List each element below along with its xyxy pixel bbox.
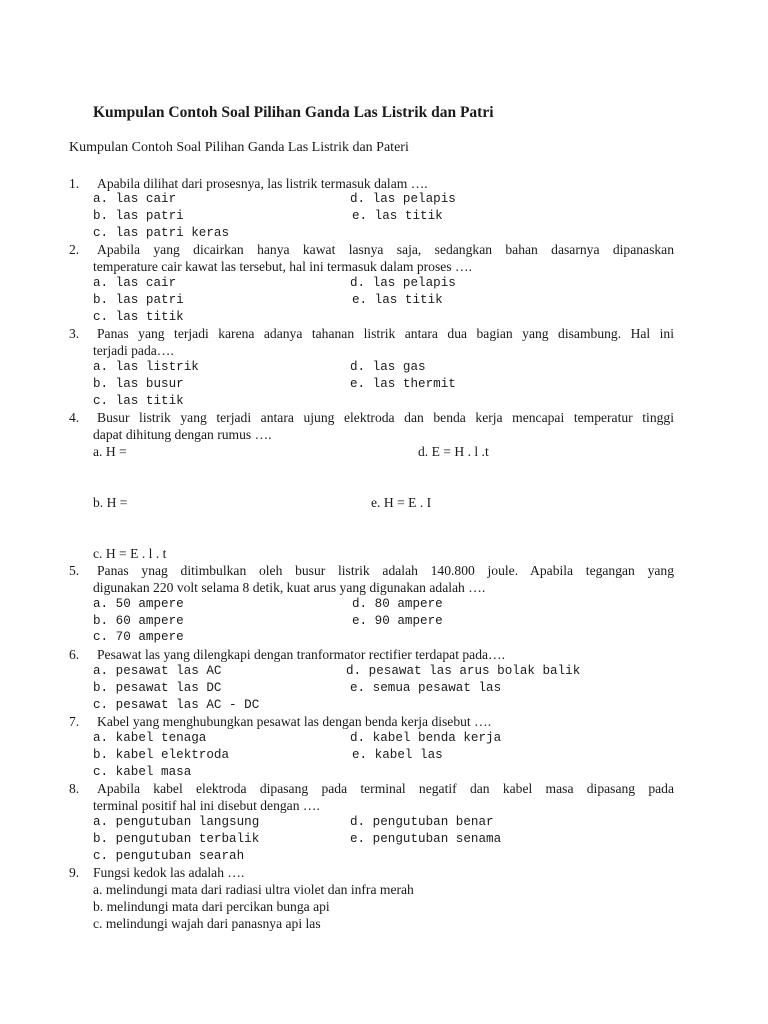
option-a: a. H = [93,444,127,459]
option-b: b. pesawat las DC [93,681,222,695]
option-a: a. kabel tenaga [93,731,207,745]
question-number: 4. [69,410,80,425]
option-a: a. melindungi mata dari radiasi ultra violet dan infra merah [93,882,414,897]
question-number: 1. [69,176,80,191]
document-title: Kumpulan Contoh Soal Pilihan Ganda Las Listrik dan Patri [93,104,494,121]
question-number: 8. [69,781,80,796]
option-a: a. las cair [93,276,177,290]
option-e: e. las titik [352,293,443,307]
option-e: e. semua pesawat las [350,681,502,695]
option-a: a. 50 ampere [93,597,184,611]
option-d: d. E = H . l .t [418,444,489,459]
question-number: 2. [69,242,80,257]
question-stem: Apabila kabel elektroda dipasang pada terminal negatif dan kabel masa dipasang pada [97,781,674,796]
option-d: d. pengutuban benar [350,815,494,829]
option-d: d. las gas [350,360,426,374]
option-b: b. 60 ampere [93,614,184,628]
question-number: 7. [69,714,80,729]
option-d: d. 80 ampere [352,597,443,611]
option-b: b. las patri [93,209,184,223]
option-a: a. pengutuban langsung [93,815,260,829]
option-b: b. las patri [93,293,184,307]
question-stem-cont: dapat dihitung dengan rumus …. [93,427,272,442]
option-e: e. pengutuban senama [350,832,502,846]
option-b: b. melindungi mata dari percikan bunga api [93,899,330,914]
option-e: e. kabel las [352,748,443,762]
option-e: e. las titik [352,209,443,223]
question-stem: Pesawat las yang dilengkapi dengan tranformator rectifier terdapat pada…. [97,647,506,662]
option-c: c. las titik [93,310,184,324]
option-e: e. 90 ampere [352,614,443,628]
option-c: c. kabel masa [93,765,192,779]
option-b: b. las busur [93,377,184,391]
option-b: b. pengutuban terbalik [93,832,260,846]
question-stem-cont: temperature cair kawat las tersebut, hal ini termasuk dalam proses …. [93,259,472,274]
option-b: b. kabel elektroda [93,748,230,762]
option-b: b. H = [93,495,128,510]
option-d: d. las pelapis [350,276,456,290]
question-number: 9. [69,865,80,880]
option-d: d. kabel benda kerja [350,731,502,745]
question-stem-cont: terminal positif hal ini disebut dengan …. [93,798,320,813]
option-c: c. melindungi wajah dari panasnya api las [93,916,321,931]
option-c: c. pengutuban searah [93,849,245,863]
option-a: a. las listrik [93,360,199,374]
question-stem-cont: digunakan 220 volt selama 8 detik, kuat arus yang digunakan adalah …. [93,580,486,595]
question-stem: Apabila yang dicairkan hanya kawat lasnya saja, sedangkan bahan dasarnya dipanaskan [97,242,674,257]
option-c: c. 70 ampere [93,630,184,644]
question-stem: Kabel yang menghubungkan pesawat las dengan benda kerja disebut …. [97,714,492,729]
option-d: d. las pelapis [350,192,456,206]
option-e: e. las thermit [350,377,456,391]
option-c: c. H = E . l . t [93,546,167,561]
option-c: c. las patri keras [93,226,230,240]
question-stem: Busur listrik yang terjadi antara ujung elektroda dan benda kerja mencapai temperatur tinggi [97,410,674,425]
option-e: e. H = E . I [371,495,432,510]
question-stem-cont: terjadi pada…. [93,343,174,358]
question-stem: Apabila dilihat dari prosesnya, las listrik termasuk dalam …. [97,176,428,191]
option-a: a. las cair [93,192,177,206]
question-stem: Panas yang terjadi karena adanya tahanan listrik antara dua bagian yang disambung. Hal ini [97,326,674,341]
option-c: c. las titik [93,394,184,408]
option-d: d. pesawat las arus bolak balik [346,664,581,678]
option-a: a. pesawat las AC [93,664,222,678]
question-number: 6. [69,647,80,662]
question-number: 5. [69,563,80,578]
option-c: c. pesawat las AC - DC [93,698,260,712]
question-number: 3. [69,326,80,341]
document-subtitle: Kumpulan Contoh Soal Pilihan Ganda Las Listrik dan Pateri [69,140,409,155]
question-stem: Panas ynag ditimbulkan oleh busur listrik adalah 140.800 joule. Apabila tegangan yang [97,563,674,578]
question-stem: Fungsi kedok las adalah …. [93,865,245,880]
